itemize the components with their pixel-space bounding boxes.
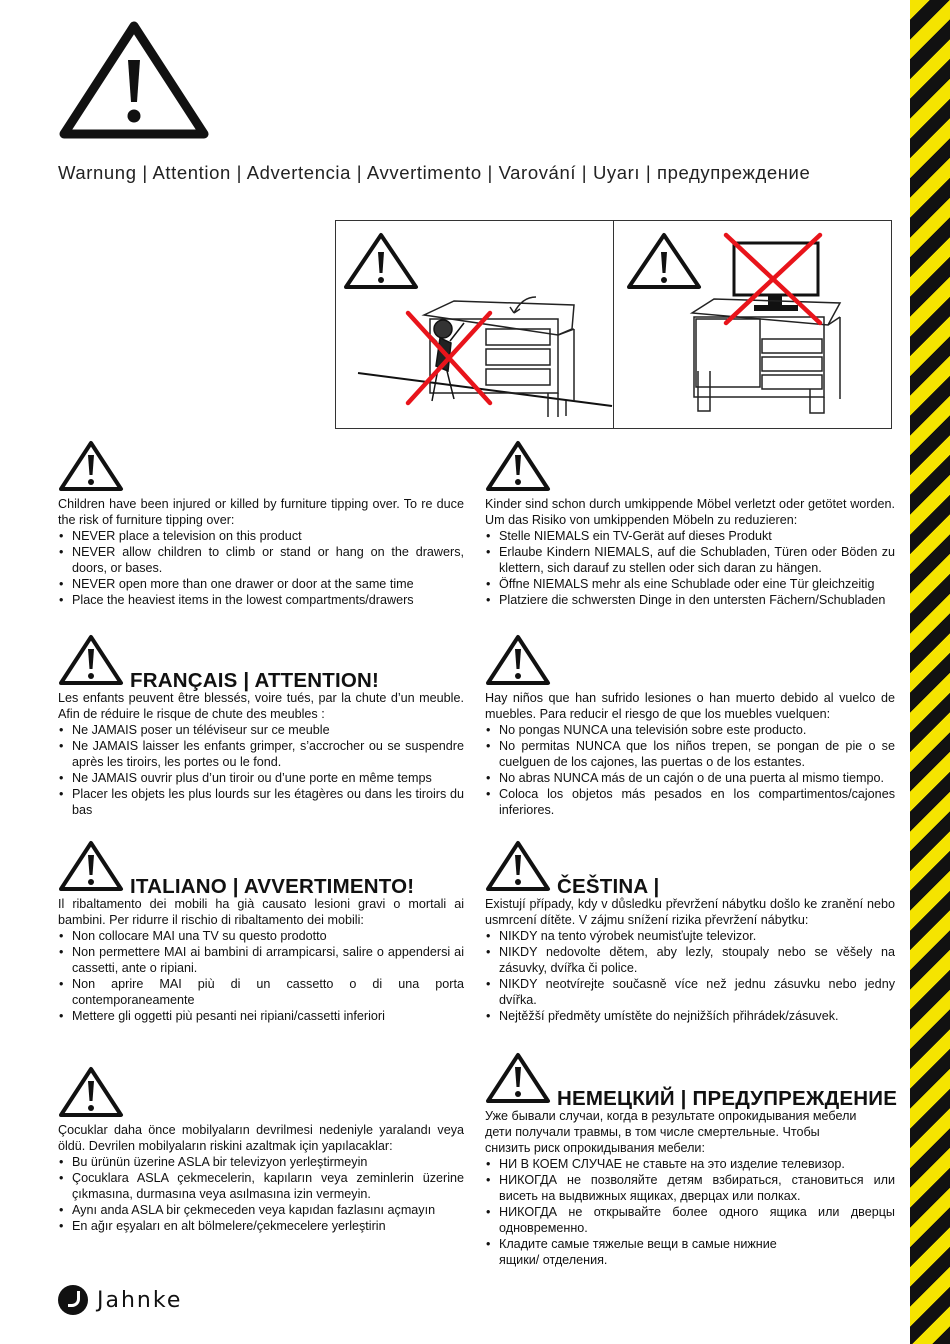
warning-triangle-icon [58, 634, 124, 686]
warning-triangle-icon [58, 20, 210, 140]
list-item: • Place the heaviest items in the lowest compartments/drawers [58, 592, 464, 608]
list-item: • No pongas NUNCA una televisión sobre este producto. [485, 722, 895, 738]
warning-triangle-icon [485, 1052, 551, 1104]
list-item: • Ne JAMAIS laisser les enfants grimper, s’accrocher ou se suspendre après les tiroirs, les portes ou le fond. [58, 738, 464, 770]
list-item: • NEVER allow children to climb or stand or hang on the drawers, doors, or bases. [58, 544, 464, 576]
list-item: • Erlaube Kindern NIEMALS, auf die Schubladen, Türen oder Böden zu klettern, sich darauf zu stellen oder sich daran zu hängen. [485, 544, 895, 576]
list-item: • Mettere gli oggetti più pesanti nei ripiani/cassetti inferiori [58, 1008, 464, 1024]
warning-triangle-icon [485, 634, 551, 686]
section-intro: Kinder sind schon durch umkippende Möbel verletzt oder getötet worden. Um das Risiko von umkippenden Möbeln zu reduzieren: [485, 497, 895, 527]
list-item: • НИ В КОЕМ СЛУЧАЕ не ставьте на это изделие телевизор. [485, 1156, 895, 1172]
list-item: • Coloca los objetos más pesados en los compartimentos/cajones inferiores. [485, 786, 895, 818]
section-fr [58, 632, 464, 818]
list-item: • En ağır eşyaları en alt bölmelere/çekmecelere yerleştirin [58, 1218, 464, 1234]
rule-list [485, 1156, 895, 1268]
list-item: • Çocuklara ASLA çekmecelerin, kapıların veya zeminlerin üzerine çıkmasına, durmasına veya asılmasına izin vermeyin. [58, 1170, 464, 1202]
section-intro: Existují případy, kdy v důsledku převržení nábytku došlo ke zranění nebo usmrcení dítěte. V zájmu snížení rizika převržení nábytku: [485, 897, 895, 927]
section-title: ITALIANO | AVVERTIMENTO! [130, 875, 415, 898]
list-item: • Bu ürünün üzerine ASLA bir televizyon yerleştirmeyin [58, 1154, 464, 1170]
section-intro: Уже бывали случаи, когда в результате опрокидывания мебели дети получали травмы, в том числе смертельные. Чтобы снизить риск опрокидывания мебели: [485, 1109, 857, 1155]
list-item: • NIKDY nedovolte dětem, aby lezly, stoupaly nebo se věšely na zásuvky, dvířka či police. [485, 944, 895, 976]
brand-name: Jahnke [97, 1287, 183, 1313]
list-item: • Non permettere MAI ai bambini di arrampicarsi, salire o appendersi ai cassetti, ante o ripiani. [58, 944, 464, 976]
list-item: • NIKDY na tento výrobek neumisťujte televizor. [485, 928, 895, 944]
warning-triangle-icon [346, 235, 416, 287]
list-item: • Кладите самые тяжелые вещи в самые нижние ящики/ отделения. [485, 1236, 799, 1268]
list-item: • NEVER open more than one drawer or door at the same time [58, 576, 464, 592]
rule-list [58, 1154, 464, 1234]
section-intro: Il ribaltamento dei mobili ha già causato lesioni gravi o mortali ai bambini. Per ridurre il rischio di ribaltamento dei mobili: [58, 897, 464, 927]
list-item: • НИКОГДА не позволяйте детям взбираться, становиться или висеть на выдвижных ящиках, дверцах или полках. [485, 1172, 895, 1204]
section-intro: Çocuklar daha önce mobilyaların devrilmesi nedeniyle yaralandı veya öldü. Devrilen mobilyaların riskini azaltmak için yapılacaklar: [58, 1123, 464, 1153]
panel-no-tv [613, 221, 891, 428]
jahnke-logo-icon [58, 1285, 88, 1315]
rule-list [58, 928, 464, 1024]
list-item: • Stelle NIEMALS ein TV-Gerät auf dieses Produkt [485, 528, 895, 544]
section-en [58, 438, 464, 608]
section-title: FRANÇAIS | ATTENTION! [130, 669, 380, 692]
languages-heading: Warnung | Attention | Advertencia | Avvertimento | Varování | Uyarı | предупреждение [58, 162, 811, 183]
list-item: • Aynı anda ASLA bir çekmeceden veya kapıdan fazlasını açmayın [58, 1202, 464, 1218]
list-item: • Öffne NIEMALS mehr als eine Schublade oder eine Tür gleichzeitig [485, 576, 895, 592]
list-item: • NEVER place a television on this product [58, 528, 464, 544]
warning-triangle-icon [58, 840, 124, 892]
warning-triangle-icon [485, 440, 551, 492]
section-intro: Hay niños que han sufrido lesiones o han muerto debido al vuelco de muebles. Para reducir el riesgo de que los muebles vuelquen: [485, 691, 895, 721]
list-item: • Non collocare MAI una TV su questo prodotto [58, 928, 464, 944]
section-it [58, 838, 464, 1024]
list-item: • Non aprire MAI più di un cassetto o di una porta contemporaneamente [58, 976, 464, 1008]
section-intro: Children have been injured or killed by furniture tipping over. To re duce the risk of furniture tipping over: [58, 497, 464, 527]
desk-drawing [692, 299, 840, 413]
list-item: • No abras NUNCA más de un cajón o de una puerta al mismo tiempo. [485, 770, 895, 786]
warning-triangle-icon [58, 1066, 124, 1118]
rule-list [58, 528, 464, 608]
section-es [485, 632, 895, 818]
list-item: • Ne JAMAIS poser un téléviseur sur ce meuble [58, 722, 464, 738]
rule-list [485, 722, 895, 818]
brand-logo [58, 1284, 182, 1316]
warning-triangle-icon [629, 235, 699, 287]
warning-triangle-icon [58, 440, 124, 492]
rule-list [485, 528, 895, 608]
list-item: • No permitas NUNCA que los niños trepen, se pongan de pie o se cuelguen de los cajones, las puertas o de los estantes. [485, 738, 895, 770]
section-tr [58, 1064, 464, 1234]
section-de [485, 438, 895, 608]
list-item: • Platziere die schwersten Dinge in den untersten Fächern/Schubladen [485, 592, 895, 608]
list-item: • NIKDY neotvírejte současně více než jednu zásuvku nebo jedny dvířka. [485, 976, 895, 1008]
section-cs [485, 838, 895, 1024]
section-ru [485, 1050, 898, 1268]
tip-over-illustration [335, 220, 892, 429]
section-intro: Les enfants peuvent être blessés, voire tués, par la chute d’un meuble. Afin de réduire le risque de chute des meubles : [58, 691, 464, 721]
warning-triangle-icon [485, 840, 551, 892]
panel-no-climbing [336, 221, 613, 428]
list-item: • Nejtěžší předměty umístěte do nejnižších přihrádek/zásuvek. [485, 1008, 895, 1024]
rule-list [58, 722, 464, 818]
section-title: НЕМЕЦКИЙ | ПРЕДУПРЕЖДЕНИЕ [557, 1087, 898, 1110]
list-item: • НИКОГДА не открывайте более одного ящика или дверцы одновременно. [485, 1204, 895, 1236]
list-item: • Ne JAMAIS ouvrir plus d’un tiroir ou d’une porte en même temps [58, 770, 464, 786]
section-title: ČEŠTINA | [557, 875, 660, 898]
hazard-stripe [910, 0, 950, 1344]
list-item: • Placer les objets les plus lourds sur les étagères ou dans les tiroirs du bas [58, 786, 464, 818]
rule-list [485, 928, 895, 1024]
